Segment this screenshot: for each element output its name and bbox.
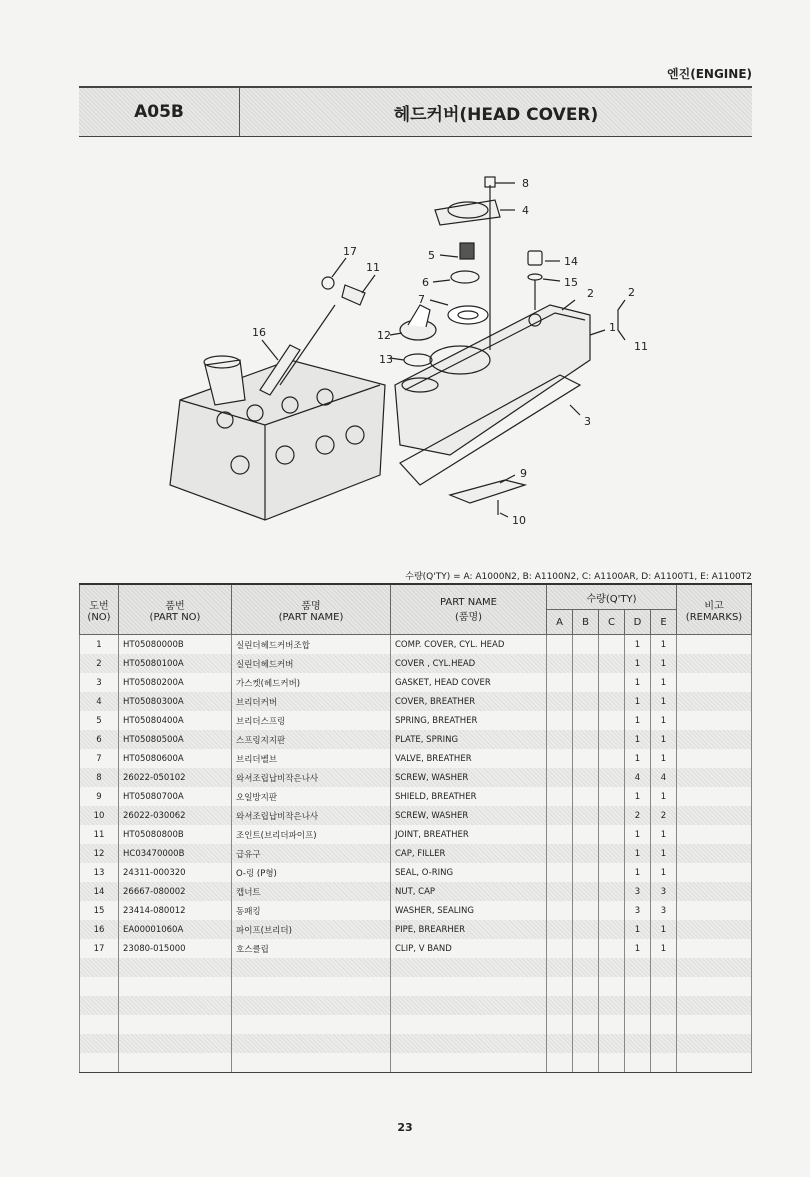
cell-qty — [599, 787, 625, 806]
exploded-parts-diagram — [150, 165, 670, 545]
table-row — [80, 825, 752, 844]
qty-note: 수량(Q'TY) = A: A1000N2, B: A1100N2, C: A1100AR, D: A1100T1, E: A1100T2 — [405, 572, 752, 582]
cell-qty — [573, 635, 599, 655]
header-part-no: 품번 (PART NO) — [119, 584, 232, 635]
cell-qty — [547, 920, 573, 939]
cell-part-name-en: SPRING, BREATHER — [391, 711, 547, 730]
cell-remarks — [677, 787, 752, 806]
cell-qty: 1 — [625, 749, 651, 768]
table-row — [80, 749, 752, 768]
callout-15: 15 — [564, 276, 578, 289]
cell-part-no — [119, 958, 232, 977]
cell-qty — [573, 863, 599, 882]
table-row — [80, 654, 752, 673]
cell-part-name-kr: 스프링지지판 — [232, 730, 391, 749]
cell-part-no: HT05080700A — [119, 787, 232, 806]
table-row — [80, 635, 752, 655]
cell-no — [80, 1053, 119, 1073]
table-row — [80, 939, 752, 958]
cell-qty: 1 — [625, 692, 651, 711]
cell-part-name-kr: 브리더스프링 — [232, 711, 391, 730]
table-row — [80, 920, 752, 939]
cell-part-no: 26667-080002 — [119, 882, 232, 901]
title-bar — [79, 86, 752, 137]
cell-qty — [599, 1015, 625, 1034]
cell-no: 2 — [80, 654, 119, 673]
cell-qty — [547, 654, 573, 673]
cell-part-name-en: CAP, FILLER — [391, 844, 547, 863]
cell-part-name-kr — [232, 996, 391, 1015]
cell-qty — [573, 806, 599, 825]
cell-qty — [625, 1034, 651, 1053]
cell-remarks — [677, 730, 752, 749]
cell-part-name-en — [391, 958, 547, 977]
cell-remarks — [677, 958, 752, 977]
table-row — [80, 844, 752, 863]
cell-qty: 1 — [651, 844, 677, 863]
cell-part-name-kr: 브리더커버 — [232, 692, 391, 711]
cell-qty — [625, 996, 651, 1015]
cell-part-no: HT05080500A — [119, 730, 232, 749]
header-part-name-kr: 품명 (PART NAME) — [232, 584, 391, 635]
table-row — [80, 692, 752, 711]
cell-qty — [599, 1034, 625, 1053]
cell-qty — [599, 730, 625, 749]
cell-no: 10 — [80, 806, 119, 825]
cell-qty — [573, 977, 599, 996]
cell-no — [80, 996, 119, 1015]
cell-no: 16 — [80, 920, 119, 939]
cell-remarks — [677, 1034, 752, 1053]
cell-qty — [547, 825, 573, 844]
parts-table — [79, 583, 752, 1073]
header-qty-e: E — [651, 610, 677, 635]
cell-qty: 1 — [625, 654, 651, 673]
cell-qty: 1 — [651, 863, 677, 882]
cell-no: 17 — [80, 939, 119, 958]
cell-part-name-kr — [232, 977, 391, 996]
cell-part-no: 26022-050102 — [119, 768, 232, 787]
cell-no — [80, 1015, 119, 1034]
cell-qty — [599, 749, 625, 768]
cell-part-no: HT05080000B — [119, 635, 232, 655]
parts-table-body — [80, 635, 752, 1073]
cell-qty: 3 — [625, 901, 651, 920]
cell-qty: 1 — [625, 825, 651, 844]
callout-8: 8 — [522, 177, 529, 190]
callout-6: 6 — [422, 276, 429, 289]
cell-part-no — [119, 977, 232, 996]
cell-qty — [547, 768, 573, 787]
cell-qty — [651, 977, 677, 996]
cell-qty — [547, 711, 573, 730]
cell-part-name-kr: O-링 (P형) — [232, 863, 391, 882]
cell-qty — [573, 939, 599, 958]
cell-no: 11 — [80, 825, 119, 844]
callout-16: 16 — [252, 326, 266, 339]
cell-part-no: HC03470000B — [119, 844, 232, 863]
section-label: 엔진(ENGINE) — [667, 67, 752, 81]
cell-remarks — [677, 1015, 752, 1034]
cell-part-name-kr: 급유구 — [232, 844, 391, 863]
cell-qty — [573, 958, 599, 977]
table-row — [80, 882, 752, 901]
cell-part-no: HT05080800B — [119, 825, 232, 844]
cell-remarks — [677, 920, 752, 939]
table-row — [80, 901, 752, 920]
header-qty-c: C — [599, 610, 625, 635]
cell-qty — [625, 1053, 651, 1073]
cell-part-name-kr — [232, 958, 391, 977]
cell-qty: 2 — [625, 806, 651, 825]
cell-qty — [573, 768, 599, 787]
cell-qty — [599, 844, 625, 863]
header-part-name-en: PART NAME (품명) — [391, 584, 547, 635]
cell-qty: 3 — [651, 901, 677, 920]
cell-no: 5 — [80, 711, 119, 730]
cell-part-name-kr: 파이프(브리더) — [232, 920, 391, 939]
cell-part-name-kr: 동패킹 — [232, 901, 391, 920]
cell-qty — [599, 711, 625, 730]
cell-qty: 1 — [625, 787, 651, 806]
cell-qty — [547, 673, 573, 692]
cell-qty — [573, 1034, 599, 1053]
cell-no: 1 — [80, 635, 119, 655]
cell-remarks — [677, 996, 752, 1015]
cell-part-name-en: SCREW, WASHER — [391, 806, 547, 825]
cell-qty — [573, 730, 599, 749]
cell-part-name-kr — [232, 1034, 391, 1053]
cell-qty — [573, 1053, 599, 1073]
callout-7: 7 — [418, 293, 425, 306]
cell-no: 12 — [80, 844, 119, 863]
cell-qty: 4 — [651, 768, 677, 787]
table-row — [80, 977, 752, 996]
cell-part-name-en — [391, 1034, 547, 1053]
cell-no — [80, 958, 119, 977]
table-row — [80, 1034, 752, 1053]
cell-qty — [599, 882, 625, 901]
cell-remarks — [677, 844, 752, 863]
cell-part-name-kr: 호스클립 — [232, 939, 391, 958]
cell-part-no: 23414-080012 — [119, 901, 232, 920]
cell-qty — [547, 1015, 573, 1034]
cell-qty — [651, 1015, 677, 1034]
cell-remarks — [677, 749, 752, 768]
cell-qty — [651, 1034, 677, 1053]
cell-qty — [599, 768, 625, 787]
cell-qty: 1 — [651, 920, 677, 939]
callout-11: 11 — [366, 261, 380, 274]
cell-remarks — [677, 939, 752, 958]
cell-qty — [547, 1053, 573, 1073]
cell-qty — [573, 882, 599, 901]
cell-remarks — [677, 882, 752, 901]
cell-part-no: HT05080300A — [119, 692, 232, 711]
cell-qty — [547, 863, 573, 882]
cell-part-name-kr: 조인트(브리더파이프) — [232, 825, 391, 844]
cell-qty: 1 — [651, 692, 677, 711]
table-row — [80, 958, 752, 977]
table-row — [80, 768, 752, 787]
cell-qty — [625, 958, 651, 977]
table-row — [80, 863, 752, 882]
cell-qty — [547, 787, 573, 806]
cell-part-no: 23080-015000 — [119, 939, 232, 958]
cell-qty: 3 — [625, 882, 651, 901]
cell-part-name-en: SEAL, O-RING — [391, 863, 547, 882]
cell-part-name-en: SHIELD, BREATHER — [391, 787, 547, 806]
callout-10: 10 — [512, 514, 526, 527]
cell-remarks — [677, 977, 752, 996]
table-row — [80, 673, 752, 692]
callout-2: 2 — [587, 287, 594, 300]
cell-remarks — [677, 1053, 752, 1073]
cell-part-name-en: NUT, CAP — [391, 882, 547, 901]
cell-qty — [573, 901, 599, 920]
table-row — [80, 711, 752, 730]
cell-part-no: 24311-000320 — [119, 863, 232, 882]
cell-qty — [547, 958, 573, 977]
page-number: 23 — [397, 1121, 413, 1134]
cell-part-no — [119, 1015, 232, 1034]
cell-qty — [599, 635, 625, 655]
cell-qty: 4 — [625, 768, 651, 787]
cell-part-name-kr: 와셔조립납비작은나사 — [232, 806, 391, 825]
cell-part-name-en: CLIP, V BAND — [391, 939, 547, 958]
callout-5: 5 — [428, 249, 435, 262]
cell-part-no — [119, 1034, 232, 1053]
callout-2b: 2 — [628, 286, 635, 299]
cell-no: 9 — [80, 787, 119, 806]
cell-qty — [547, 806, 573, 825]
cell-qty: 1 — [625, 673, 651, 692]
cell-qty — [599, 939, 625, 958]
header-no: 도번 (NO) — [80, 584, 119, 635]
cell-qty — [547, 882, 573, 901]
header-qty-b: B — [573, 610, 599, 635]
cell-qty — [573, 825, 599, 844]
cell-qty — [599, 1053, 625, 1073]
cell-part-no: HT05080600A — [119, 749, 232, 768]
cell-remarks — [677, 692, 752, 711]
cell-no: 3 — [80, 673, 119, 692]
cell-part-name-en: VALVE, BREATHER — [391, 749, 547, 768]
callout-14: 14 — [564, 255, 578, 268]
callout-9: 9 — [520, 467, 527, 480]
title-name: 헤드커버(HEAD COVER) — [393, 104, 599, 125]
cell-remarks — [677, 863, 752, 882]
cell-remarks — [677, 654, 752, 673]
cell-remarks — [677, 806, 752, 825]
cell-qty — [573, 787, 599, 806]
cell-qty — [573, 1015, 599, 1034]
cell-part-name-en: SCREW, WASHER — [391, 768, 547, 787]
cell-no: 8 — [80, 768, 119, 787]
cell-qty — [599, 806, 625, 825]
cell-part-name-en: PLATE, SPRING — [391, 730, 547, 749]
cell-remarks — [677, 711, 752, 730]
cell-qty — [547, 1034, 573, 1053]
cell-remarks — [677, 825, 752, 844]
table-row — [80, 996, 752, 1015]
header-qty-d: D — [625, 610, 651, 635]
header-remarks: 비고 (REMARKS) — [677, 584, 752, 635]
callout-3: 3 — [584, 415, 591, 428]
cell-qty: 1 — [651, 787, 677, 806]
cell-qty — [599, 673, 625, 692]
cell-qty — [573, 920, 599, 939]
cell-part-no: HT05080100A — [119, 654, 232, 673]
cell-part-name-en: WASHER, SEALING — [391, 901, 547, 920]
cell-qty — [599, 654, 625, 673]
cell-part-name-en — [391, 996, 547, 1015]
cell-qty — [599, 977, 625, 996]
title-code: A05B — [79, 88, 240, 136]
cell-part-name-kr: 캡너트 — [232, 882, 391, 901]
callout-4: 4 — [522, 204, 529, 217]
cell-qty: 1 — [651, 939, 677, 958]
cell-qty — [547, 996, 573, 1015]
cell-qty: 1 — [625, 730, 651, 749]
cell-qty — [547, 749, 573, 768]
header-qty-a: A — [547, 610, 573, 635]
cell-no: 7 — [80, 749, 119, 768]
cell-qty — [573, 711, 599, 730]
cell-qty — [599, 863, 625, 882]
cell-part-name-kr: 실린더헤드커버 — [232, 654, 391, 673]
cell-part-name-kr: 실린더헤드커버조합 — [232, 635, 391, 655]
cell-qty — [651, 1053, 677, 1073]
cell-qty — [547, 844, 573, 863]
cell-qty — [547, 939, 573, 958]
cell-part-name-en: GASKET, HEAD COVER — [391, 673, 547, 692]
table-row — [80, 806, 752, 825]
cell-qty — [625, 977, 651, 996]
table-row — [80, 1053, 752, 1073]
cell-no: 4 — [80, 692, 119, 711]
table-row — [80, 1015, 752, 1034]
cell-part-name-kr — [232, 1053, 391, 1073]
cell-qty: 1 — [625, 635, 651, 655]
cell-qty: 1 — [651, 711, 677, 730]
cell-qty: 1 — [651, 825, 677, 844]
cell-qty — [547, 730, 573, 749]
cell-qty — [573, 654, 599, 673]
cell-remarks — [677, 673, 752, 692]
cell-qty — [599, 692, 625, 711]
cell-qty: 1 — [625, 711, 651, 730]
cell-part-no: HT05080200A — [119, 673, 232, 692]
cell-part-name-en — [391, 1053, 547, 1073]
cell-qty — [547, 692, 573, 711]
cell-part-name-kr: 와셔조립납비작은나사 — [232, 768, 391, 787]
cell-part-name-en: COVER, BREATHER — [391, 692, 547, 711]
cell-qty: 2 — [651, 806, 677, 825]
callout-13: 13 — [379, 353, 393, 366]
cell-qty — [625, 1015, 651, 1034]
cell-qty: 1 — [625, 920, 651, 939]
cell-part-name-kr — [232, 1015, 391, 1034]
cell-no: 15 — [80, 901, 119, 920]
cell-part-name-en: JOINT, BREATHER — [391, 825, 547, 844]
cell-part-no: EA00001060A — [119, 920, 232, 939]
cell-qty — [651, 958, 677, 977]
cell-no: 14 — [80, 882, 119, 901]
callout-17: 17 — [343, 245, 357, 258]
callout-1: 1 — [609, 321, 616, 334]
cell-qty — [599, 958, 625, 977]
cell-part-name-kr: 가스켓(헤드커버) — [232, 673, 391, 692]
cell-qty: 1 — [651, 730, 677, 749]
cell-qty: 1 — [651, 673, 677, 692]
table-row — [80, 730, 752, 749]
cell-qty — [651, 996, 677, 1015]
cell-qty: 1 — [625, 863, 651, 882]
cell-qty: 3 — [651, 882, 677, 901]
cell-qty — [547, 901, 573, 920]
cell-part-name-kr: 브리더벨브 — [232, 749, 391, 768]
cell-qty — [599, 920, 625, 939]
cell-qty — [573, 844, 599, 863]
cell-part-name-en — [391, 977, 547, 996]
cell-part-name-en: COVER , CYL.HEAD — [391, 654, 547, 673]
cell-qty: 1 — [651, 749, 677, 768]
cell-part-no — [119, 996, 232, 1015]
cell-no — [80, 1034, 119, 1053]
cell-qty — [599, 825, 625, 844]
cell-part-name-kr: 오일방지판 — [232, 787, 391, 806]
callout-12: 12 — [377, 329, 391, 342]
cell-part-no — [119, 1053, 232, 1073]
cell-no: 13 — [80, 863, 119, 882]
header-qty: 수량(Q'TY) — [547, 584, 677, 610]
cell-part-no: 26022-030062 — [119, 806, 232, 825]
cell-qty — [547, 635, 573, 655]
cell-qty — [599, 996, 625, 1015]
cell-qty: 1 — [651, 654, 677, 673]
cell-remarks — [677, 768, 752, 787]
cell-part-name-en — [391, 1015, 547, 1034]
cell-qty: 1 — [625, 844, 651, 863]
cell-remarks — [677, 635, 752, 655]
cell-qty: 1 — [625, 939, 651, 958]
cell-qty — [573, 692, 599, 711]
cell-qty — [547, 977, 573, 996]
callout-11b: 11 — [634, 340, 648, 353]
cell-qty — [573, 749, 599, 768]
cell-part-name-en: PIPE, BREARHER — [391, 920, 547, 939]
cell-qty — [599, 901, 625, 920]
cell-no — [80, 977, 119, 996]
cell-remarks — [677, 901, 752, 920]
cell-qty — [573, 673, 599, 692]
cell-qty: 1 — [651, 635, 677, 655]
cell-qty — [573, 996, 599, 1015]
cell-part-name-en: COMP. COVER, CYL. HEAD — [391, 635, 547, 655]
cell-part-no: HT05080400A — [119, 711, 232, 730]
cell-no: 6 — [80, 730, 119, 749]
table-row — [80, 787, 752, 806]
